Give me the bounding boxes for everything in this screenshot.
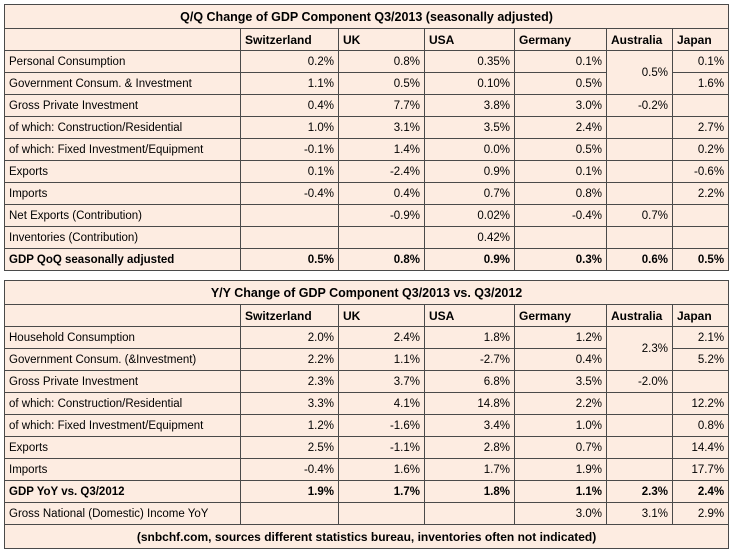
row-label: Exports — [5, 161, 241, 183]
cell-usa: 3.5% — [425, 117, 515, 139]
cell-germany: 1.1% — [515, 481, 607, 503]
cell-usa: 1.8% — [425, 327, 515, 349]
cell-germany: 2.4% — [515, 117, 607, 139]
table-row — [5, 459, 729, 481]
table-row — [5, 327, 729, 349]
cell-usa: 0.02% — [425, 205, 515, 227]
cell-usa: 0.9% — [425, 161, 515, 183]
header-japan: Japan — [673, 305, 729, 327]
cell-uk: 4.1% — [339, 393, 425, 415]
header-usa: USA — [425, 29, 515, 51]
cell-germany — [515, 227, 607, 249]
header-blank — [5, 305, 241, 327]
cell-australia: 0.6% — [607, 249, 673, 271]
row-label: Government Consum. (&Investment) — [5, 349, 241, 371]
cell-uk: 0.8% — [339, 51, 425, 73]
cell-germany: -0.4% — [515, 205, 607, 227]
cell-uk: 0.5% — [339, 73, 425, 95]
cell-uk: 0.4% — [339, 183, 425, 205]
cell-uk: -1.6% — [339, 415, 425, 437]
cell-switzerland: 0.5% — [241, 249, 339, 271]
cell-australia — [607, 393, 673, 415]
cell-germany: 3.0% — [515, 95, 607, 117]
header-germany: Germany — [515, 29, 607, 51]
cell-japan: 1.6% — [673, 73, 729, 95]
cell-germany: 1.2% — [515, 327, 607, 349]
cell-germany: 0.3% — [515, 249, 607, 271]
cell-switzerland: 0.2% — [241, 51, 339, 73]
table-row — [5, 415, 729, 437]
cell-switzerland: -0.4% — [241, 459, 339, 481]
cell-germany: 0.1% — [515, 161, 607, 183]
cell-australia — [607, 415, 673, 437]
cell-australia — [607, 183, 673, 205]
source-note: (snbchf.com, sources different statistics bureau, inventories often not indicated) — [5, 525, 729, 549]
table-row — [5, 139, 729, 161]
cell-usa: 2.8% — [425, 437, 515, 459]
cell-uk — [339, 227, 425, 249]
cell-germany: 0.8% — [515, 183, 607, 205]
cell-uk: 2.4% — [339, 327, 425, 349]
table-row — [5, 161, 729, 183]
cell-usa: 0.0% — [425, 139, 515, 161]
cell-germany: 1.9% — [515, 459, 607, 481]
table-row — [5, 393, 729, 415]
qoq-table-title: Q/Q Change of GDP Component Q3/2013 (seasonally adjusted) — [5, 5, 729, 29]
cell-uk: 1.4% — [339, 139, 425, 161]
cell-switzerland: 2.2% — [241, 349, 339, 371]
table-row-total — [5, 249, 729, 271]
header-usa: USA — [425, 305, 515, 327]
cell-australia — [607, 161, 673, 183]
cell-usa: 3.4% — [425, 415, 515, 437]
cell-switzerland: 2.5% — [241, 437, 339, 459]
cell-japan: 0.5% — [673, 249, 729, 271]
cell-switzerland: 0.4% — [241, 95, 339, 117]
header-germany: Germany — [515, 305, 607, 327]
cell-uk — [339, 503, 425, 525]
cell-australia: -0.2% — [607, 95, 673, 117]
cell-australia — [607, 139, 673, 161]
yoy-gdp-table — [4, 280, 729, 549]
cell-japan: 17.7% — [673, 459, 729, 481]
row-label: Government Consum. & Investment — [5, 73, 241, 95]
row-label: Inventories (Contribution) — [5, 227, 241, 249]
header-switzerland: Switzerland — [241, 305, 339, 327]
row-label: Household Consumption — [5, 327, 241, 349]
cell-australia: 0.7% — [607, 205, 673, 227]
cell-australia-merged: 0.5% — [607, 51, 673, 95]
header-australia: Australia — [607, 305, 673, 327]
header-blank — [5, 29, 241, 51]
cell-japan: 2.2% — [673, 183, 729, 205]
cell-switzerland: -0.1% — [241, 139, 339, 161]
cell-japan: 2.9% — [673, 503, 729, 525]
cell-switzerland: 1.1% — [241, 73, 339, 95]
header-uk: UK — [339, 29, 425, 51]
table-row — [5, 95, 729, 117]
cell-germany: 2.2% — [515, 393, 607, 415]
cell-usa: 0.10% — [425, 73, 515, 95]
cell-japan: 2.1% — [673, 327, 729, 349]
cell-japan: 2.7% — [673, 117, 729, 139]
cell-japan: 14.4% — [673, 437, 729, 459]
cell-usa: 14.8% — [425, 393, 515, 415]
cell-uk: 1.1% — [339, 349, 425, 371]
row-label: Net Exports (Contribution) — [5, 205, 241, 227]
cell-switzerland: 2.0% — [241, 327, 339, 349]
cell-switzerland: 0.1% — [241, 161, 339, 183]
cell-uk: -0.9% — [339, 205, 425, 227]
cell-usa: 0.35% — [425, 51, 515, 73]
row-label: of which: Fixed Investment/Equipment — [5, 139, 241, 161]
cell-switzerland: 1.2% — [241, 415, 339, 437]
table-row — [5, 205, 729, 227]
cell-switzerland: -0.4% — [241, 183, 339, 205]
cell-japan: 5.2% — [673, 349, 729, 371]
header-switzerland: Switzerland — [241, 29, 339, 51]
row-label: Gross Private Investment — [5, 371, 241, 393]
cell-japan: -0.6% — [673, 161, 729, 183]
cell-japan: 0.2% — [673, 139, 729, 161]
cell-australia: 2.3% — [607, 481, 673, 503]
cell-japan — [673, 205, 729, 227]
cell-usa: 3.8% — [425, 95, 515, 117]
cell-uk: 0.8% — [339, 249, 425, 271]
cell-usa: 1.8% — [425, 481, 515, 503]
cell-australia — [607, 437, 673, 459]
row-label: Personal Consumption — [5, 51, 241, 73]
cell-germany: 3.0% — [515, 503, 607, 525]
cell-usa: 6.8% — [425, 371, 515, 393]
cell-usa — [425, 503, 515, 525]
cell-australia: 3.1% — [607, 503, 673, 525]
cell-usa: 0.42% — [425, 227, 515, 249]
cell-japan: 0.1% — [673, 51, 729, 73]
cell-germany: 1.0% — [515, 415, 607, 437]
cell-switzerland — [241, 205, 339, 227]
row-label: GDP YoY vs. Q3/2012 — [5, 481, 241, 503]
table-row — [5, 503, 729, 525]
cell-australia: -2.0% — [607, 371, 673, 393]
cell-australia — [607, 227, 673, 249]
table-row — [5, 51, 729, 73]
cell-australia — [607, 117, 673, 139]
cell-germany: 0.5% — [515, 139, 607, 161]
qoq-gdp-table — [4, 4, 729, 271]
cell-usa: 1.7% — [425, 459, 515, 481]
cell-switzerland: 2.3% — [241, 371, 339, 393]
cell-uk: 7.7% — [339, 95, 425, 117]
row-label: Imports — [5, 183, 241, 205]
row-label: Imports — [5, 459, 241, 481]
table-row — [5, 227, 729, 249]
table-title-row — [5, 5, 729, 29]
cell-switzerland: 3.3% — [241, 393, 339, 415]
cell-usa: -2.7% — [425, 349, 515, 371]
row-label: Gross Private Investment — [5, 95, 241, 117]
cell-japan — [673, 95, 729, 117]
cell-germany: 0.1% — [515, 51, 607, 73]
cell-switzerland: 1.9% — [241, 481, 339, 503]
table-row-total — [5, 481, 729, 503]
cell-uk: 1.6% — [339, 459, 425, 481]
table-row — [5, 183, 729, 205]
row-label: of which: Construction/Residential — [5, 117, 241, 139]
table-title-row — [5, 281, 729, 305]
table-header-row — [5, 29, 729, 51]
header-uk: UK — [339, 305, 425, 327]
cell-germany: 3.5% — [515, 371, 607, 393]
yoy-table-title: Y/Y Change of GDP Component Q3/2013 vs. Q3/2012 — [5, 281, 729, 305]
cell-germany: 0.5% — [515, 73, 607, 95]
cell-germany: 0.4% — [515, 349, 607, 371]
cell-uk: 3.1% — [339, 117, 425, 139]
header-japan: Japan — [673, 29, 729, 51]
cell-japan — [673, 371, 729, 393]
cell-usa: 0.9% — [425, 249, 515, 271]
source-note-row — [5, 525, 729, 549]
cell-uk: -1.1% — [339, 437, 425, 459]
row-label: Exports — [5, 437, 241, 459]
header-australia: Australia — [607, 29, 673, 51]
cell-uk: 1.7% — [339, 481, 425, 503]
table-header-row — [5, 305, 729, 327]
cell-australia — [607, 459, 673, 481]
row-label: of which: Construction/Residential — [5, 393, 241, 415]
cell-japan: 12.2% — [673, 393, 729, 415]
row-label: GDP QoQ seasonally adjusted — [5, 249, 241, 271]
cell-japan: 0.8% — [673, 415, 729, 437]
cell-usa: 0.7% — [425, 183, 515, 205]
cell-uk: 3.7% — [339, 371, 425, 393]
row-label: of which: Fixed Investment/Equipment — [5, 415, 241, 437]
cell-uk: -2.4% — [339, 161, 425, 183]
row-label: Gross National (Domestic) Income YoY — [5, 503, 241, 525]
table-row — [5, 437, 729, 459]
cell-switzerland — [241, 227, 339, 249]
cell-japan — [673, 227, 729, 249]
cell-japan: 2.4% — [673, 481, 729, 503]
cell-germany: 0.7% — [515, 437, 607, 459]
cell-australia-merged: 2.3% — [607, 327, 673, 371]
table-row — [5, 371, 729, 393]
cell-switzerland — [241, 503, 339, 525]
cell-switzerland: 1.0% — [241, 117, 339, 139]
table-row — [5, 117, 729, 139]
